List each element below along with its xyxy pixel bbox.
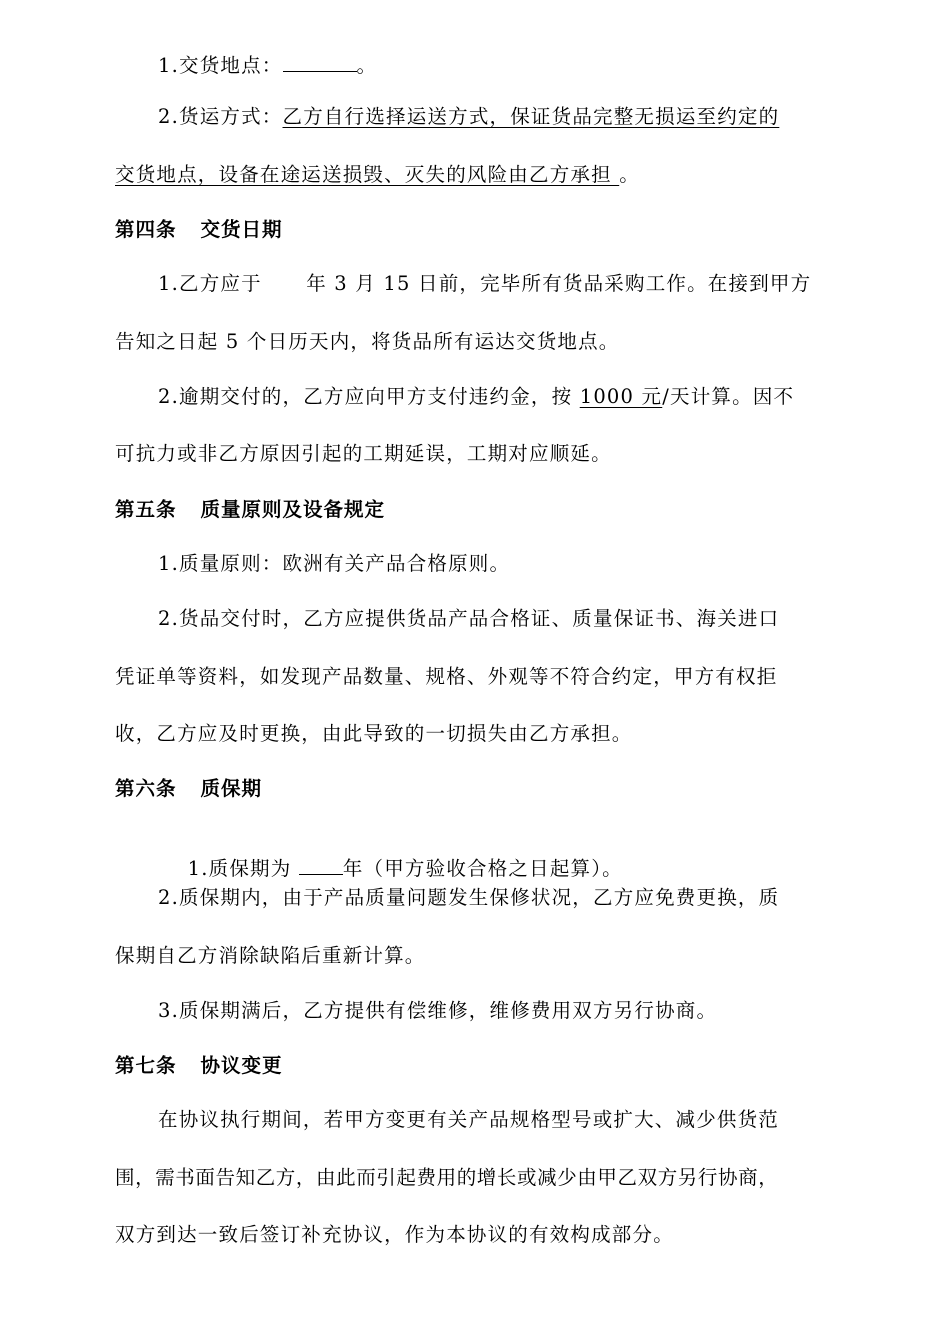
art5-p2-line3: 收，乙方应及时更换，由此导致的一切损失由乙方承担。 xyxy=(115,722,633,745)
art6-heading: 第六条 质保期 xyxy=(115,777,263,800)
art5-heading: 第五条 质量原则及设备规定 xyxy=(115,498,386,521)
art4-p2-line1: 2.逾期交付的，乙方应向甲方支付违约金，按 1000 元/天计算。因不 xyxy=(158,385,795,408)
art4-heading: 第四条 交货日期 xyxy=(115,218,283,241)
art3-p2-line1: 2.货运方式：乙方自行选择运送方式，保证货品完整无损运至约定的 xyxy=(158,105,780,128)
art4-p1-line2: 告知之日起 5 个日历天内，将货品所有运达交货地点。 xyxy=(115,330,620,353)
delivery-location-blank xyxy=(283,52,357,72)
art6-p3: 3.质保期满后，乙方提供有偿维修，维修费用双方另行协商。 xyxy=(158,999,718,1022)
art3-p2-line2: 交货地点，设备在途运送损毁、灭失的风险由乙方承担 。 xyxy=(115,163,640,186)
art5-p2-line2: 凭证单等资料，如发现产品数量、规格、外观等不符合约定，甲方有权拒 xyxy=(115,665,778,688)
art7-p1-line1: 在协议执行期间，若甲方变更有关产品规格型号或扩大、减少供货范 xyxy=(158,1108,780,1131)
art7-heading: 第七条 协议变更 xyxy=(115,1054,283,1077)
art7-p1-line3: 双方到达一致后签订补充协议，作为本协议的有效构成部分。 xyxy=(115,1223,674,1246)
art3-p1: 1.交货地点： 。 xyxy=(158,54,378,77)
art7-p1-line2: 围，需书面告知乙方，由此而引起费用的增长或减少由甲乙双方另行协商， xyxy=(115,1166,779,1189)
warranty-years-blank xyxy=(299,855,343,875)
art4-p2-line2: 可抗力或非乙方原因引起的工期延误，工期对应顺延。 xyxy=(115,442,612,465)
art6-p1: 1.质保期为 年（甲方验收合格之日起算）。 xyxy=(187,857,623,880)
art6-p2-line1: 2.质保期内，由于产品质量问题发生保修状况，乙方应免费更换，质 xyxy=(158,886,780,909)
art5-p2-line1: 2.货品交付时，乙方应提供货品产品合格证、质量保证书、海关进口 xyxy=(158,607,780,630)
art6-p2-line2: 保期自乙方消除缺陷后重新计算。 xyxy=(115,944,426,967)
art4-p1-line1: 1.乙方应于 年 3 月 15 日前，完毕所有货品采购工作。在接到甲方 xyxy=(158,272,812,295)
art5-p1: 1.质量原则：欧洲有关产品合格原则。 xyxy=(158,552,511,575)
